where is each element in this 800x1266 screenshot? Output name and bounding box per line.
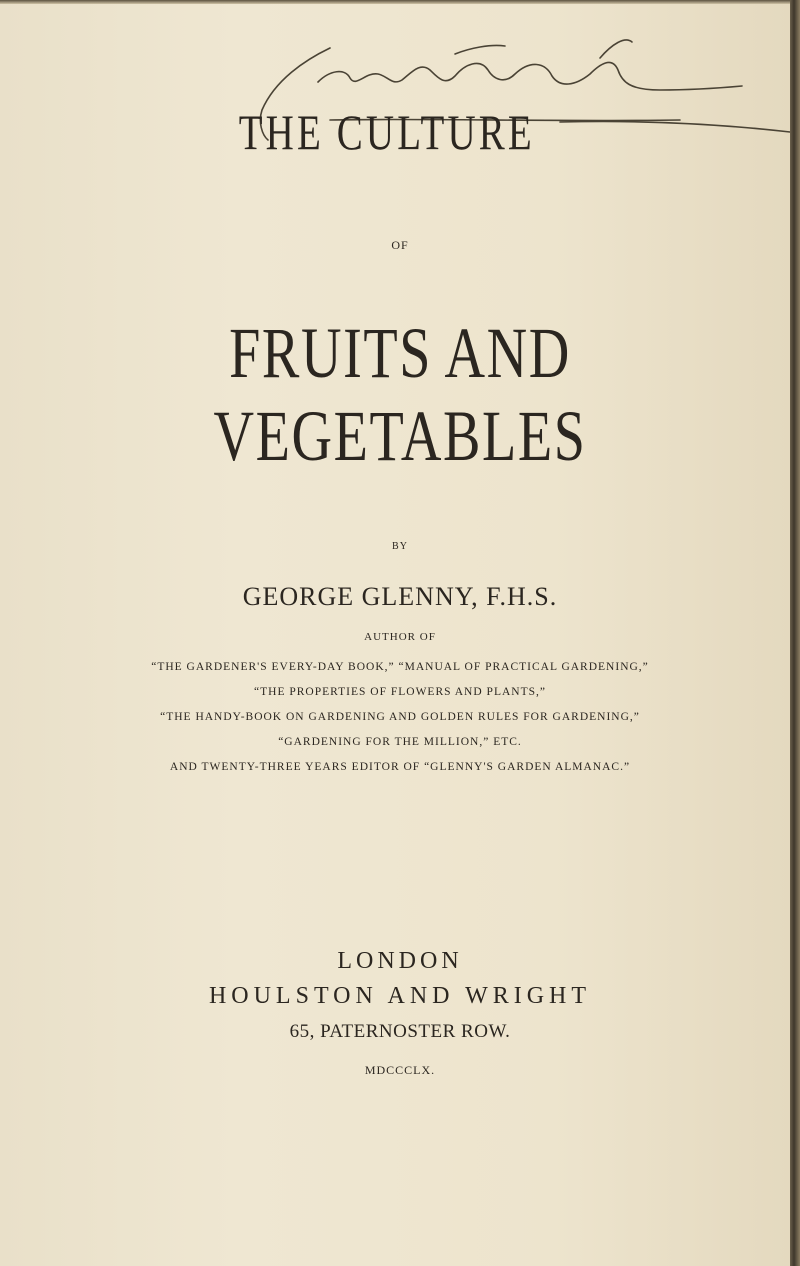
title-line-the-culture: THE CULTURE <box>238 104 535 160</box>
author-of-label: AUTHOR OF <box>364 631 436 643</box>
imprint-city: LONDON <box>337 948 463 974</box>
title-connector-of: OF <box>391 238 409 252</box>
works-line: “THE HANDY-BOOK ON GARDENING AND GOLDEN RULES FOR GARDENING,” <box>160 711 640 723</box>
imprint-address: 65, PATERNOSTER ROW. <box>289 1021 511 1042</box>
works-line: “GARDENING FOR THE MILLION,” ETC. <box>278 736 522 748</box>
imprint-year: MDCCCLX. <box>364 1063 436 1077</box>
imprint-publisher: HOULSTON AND WRIGHT <box>208 983 592 1009</box>
works-line: “THE PROPERTIES OF FLOWERS AND PLANTS,” <box>254 686 546 698</box>
main-title: FRUITS AND VEGETABLES <box>213 313 587 476</box>
page-top-edge <box>0 0 800 4</box>
author-name: GEORGE GLENNY, F.H.S. <box>242 582 558 611</box>
works-line: AND TWENTY-THREE YEARS EDITOR OF “GLENNY'S GARDEN ALMANAC.” <box>169 761 631 773</box>
page-right-edge <box>790 0 800 1266</box>
by-label: BY <box>392 541 408 552</box>
works-line: “THE GARDENER'S EVERY-DAY BOOK,” “MANUAL OF PRACTICAL GARDENING,” <box>151 661 649 673</box>
works-list <box>0 655 800 780</box>
